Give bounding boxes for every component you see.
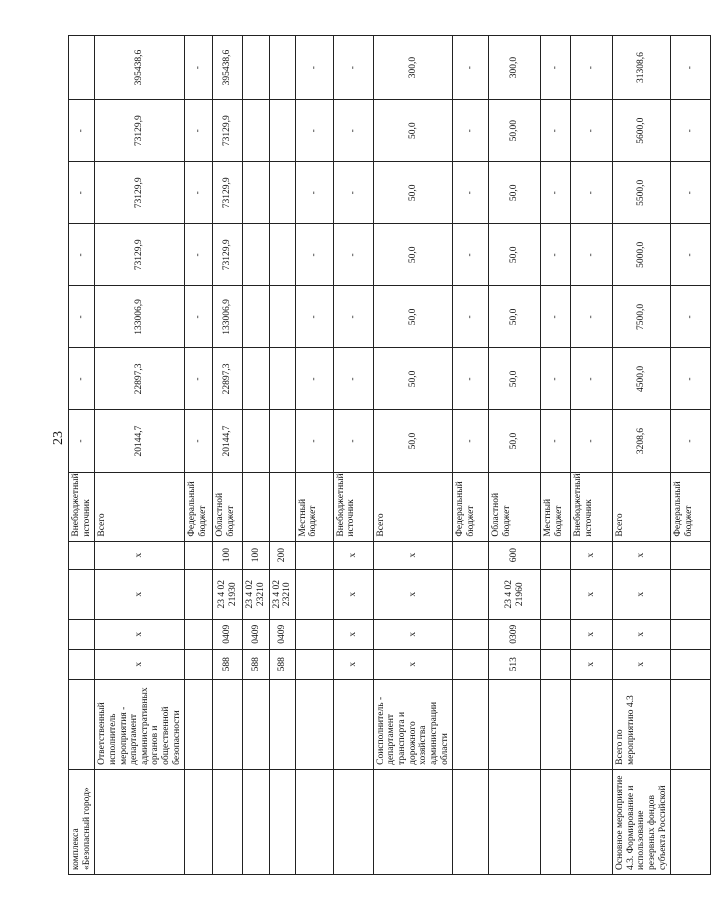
table-row (213, 36, 243, 875)
section-code-cell (541, 619, 571, 649)
expense-type-cell: x (333, 541, 373, 569)
value-cell: - (295, 36, 333, 100)
executor-cell (453, 679, 489, 769)
value-cell: - (541, 286, 571, 348)
value-cell (269, 348, 295, 410)
value-cell: - (671, 36, 711, 100)
executor-cell (69, 679, 95, 769)
value-cell: 20144,7 (95, 410, 185, 472)
expense-type-cell: x (571, 541, 613, 569)
value-cell (69, 36, 95, 100)
expense-type-cell (453, 541, 489, 569)
value-cell: 5500,0 (613, 162, 671, 224)
value-cell: - (671, 162, 711, 224)
value-cell: 73129,9 (213, 100, 243, 162)
expense-type-cell: 600 (489, 541, 541, 569)
value-cell: - (185, 36, 213, 100)
value-cell: 50,0 (489, 286, 541, 348)
funding-source-cell: Всего (613, 472, 671, 541)
value-cell: 50,0 (373, 348, 452, 410)
value-cell: - (185, 224, 213, 286)
value-cell: - (541, 100, 571, 162)
value-cell: - (295, 162, 333, 224)
value-cell: 395438,6 (213, 36, 243, 100)
event-name-cell (671, 769, 711, 874)
table-row (243, 36, 269, 875)
value-cell (269, 286, 295, 348)
event-name-cell (571, 769, 613, 874)
table-row (453, 36, 489, 875)
target-article-cell: x (333, 569, 373, 619)
value-cell: 395438,6 (95, 36, 185, 100)
value-cell (243, 224, 269, 286)
event-name-cell (453, 769, 489, 874)
value-cell: - (453, 286, 489, 348)
event-name-cell: Основное мероприятие 4.3. Формирование и использование резервных фондов субъекта Российской (613, 769, 671, 874)
funding-source-cell: Внебюджетный источник (69, 472, 95, 541)
section-code-cell (671, 619, 711, 649)
grbs-code-cell (69, 649, 95, 679)
grbs-code-cell (185, 649, 213, 679)
value-cell: - (571, 36, 613, 100)
expense-type-cell (671, 541, 711, 569)
section-code-cell: 0409 (243, 619, 269, 649)
target-article-cell: 23 4 02 21930 (213, 569, 243, 619)
value-cell: - (571, 410, 613, 472)
funding-source-cell: Внебюджетный источник (571, 472, 613, 541)
event-name-cell (295, 769, 333, 874)
grbs-code-cell: 588 (243, 649, 269, 679)
section-code-cell: 0409 (213, 619, 243, 649)
grbs-code-cell: x (571, 649, 613, 679)
value-cell: 133006,9 (95, 286, 185, 348)
funding-source-cell: Всего (95, 472, 185, 541)
value-cell: 300,0 (489, 36, 541, 100)
value-cell: - (69, 100, 95, 162)
funding-source-cell: Областной бюджет (489, 472, 541, 541)
value-cell: 20144,7 (213, 410, 243, 472)
value-cell: - (571, 100, 613, 162)
value-cell: 7500,0 (613, 286, 671, 348)
value-cell: - (333, 224, 373, 286)
value-cell (243, 36, 269, 100)
value-cell: 5000,0 (613, 224, 671, 286)
value-cell: - (333, 410, 373, 472)
funding-source-cell: Областной бюджет (213, 472, 243, 541)
value-cell: - (541, 410, 571, 472)
funding-source-cell: Внебюджетный источник (333, 472, 373, 541)
value-cell: - (453, 162, 489, 224)
value-cell: - (453, 36, 489, 100)
table-row (185, 36, 213, 875)
value-cell: 50,0 (489, 348, 541, 410)
value-cell (243, 410, 269, 472)
executor-cell: Всего по мероприятию 4.3 (613, 679, 671, 769)
executor-cell (269, 679, 295, 769)
value-cell: - (333, 100, 373, 162)
grbs-code-cell (295, 649, 333, 679)
funding-source-cell: Всего (373, 472, 452, 541)
executor-cell: Соисполнитель - департамент транспорта и дорожного хозяйства администрации области (373, 679, 452, 769)
value-cell: - (541, 162, 571, 224)
executor-cell: Ответственный исполнитель мероприятия - департамент административных органов и общественной безопасности (95, 679, 185, 769)
target-article-cell: 23 4 02 21960 (489, 569, 541, 619)
value-cell: - (295, 100, 333, 162)
expense-type-cell: x (95, 541, 185, 569)
executor-cell (489, 679, 541, 769)
value-cell: - (185, 100, 213, 162)
value-cell: 73129,9 (213, 162, 243, 224)
target-article-cell: 23 4 02 23210 (243, 569, 269, 619)
value-cell: - (295, 224, 333, 286)
value-cell (269, 162, 295, 224)
grbs-code-cell: 513 (489, 649, 541, 679)
value-cell: 50,00 (489, 100, 541, 162)
value-cell: 50,0 (373, 286, 452, 348)
value-cell: - (671, 100, 711, 162)
value-cell: - (453, 224, 489, 286)
target-article-cell: x (613, 569, 671, 619)
value-cell: 50,0 (373, 162, 452, 224)
value-cell: 5600,0 (613, 100, 671, 162)
expense-type-cell (541, 541, 571, 569)
expense-type-cell: x (613, 541, 671, 569)
value-cell: - (333, 286, 373, 348)
target-article-cell (295, 569, 333, 619)
value-cell: - (571, 224, 613, 286)
budget-table (68, 35, 711, 875)
value-cell (243, 100, 269, 162)
event-name-cell (541, 769, 571, 874)
grbs-code-cell: x (333, 649, 373, 679)
executor-cell (295, 679, 333, 769)
table-row (541, 36, 571, 875)
value-cell: 50,0 (373, 100, 452, 162)
value-cell: 50,0 (373, 410, 452, 472)
grbs-code-cell: x (373, 649, 452, 679)
funding-source-cell: Федеральный бюджет (671, 472, 711, 541)
target-article-cell: 23 4 02 23210 (269, 569, 295, 619)
value-cell: - (69, 348, 95, 410)
value-cell (243, 286, 269, 348)
table-row (295, 36, 333, 875)
funding-source-cell (243, 472, 269, 541)
executor-cell (541, 679, 571, 769)
grbs-code-cell (453, 649, 489, 679)
table-row (69, 36, 95, 875)
table-row (489, 36, 541, 875)
funding-source-cell (269, 472, 295, 541)
expense-type-cell: x (373, 541, 452, 569)
funding-source-cell: Федеральный бюджет (185, 472, 213, 541)
value-cell: - (295, 286, 333, 348)
value-cell: 73129,9 (95, 224, 185, 286)
target-article-cell (185, 569, 213, 619)
event-name-cell (185, 769, 213, 874)
target-article-cell: x (571, 569, 613, 619)
table-row (613, 36, 671, 875)
table-row (373, 36, 452, 875)
value-cell: - (541, 224, 571, 286)
event-name-cell (373, 769, 452, 874)
value-cell: - (453, 100, 489, 162)
value-cell: 50,0 (489, 162, 541, 224)
value-cell (269, 36, 295, 100)
value-cell: 31308,6 (613, 36, 671, 100)
value-cell: 50,0 (489, 410, 541, 472)
value-cell: 300,0 (373, 36, 452, 100)
expense-type-cell: 100 (213, 541, 243, 569)
value-cell (243, 348, 269, 410)
section-code-cell (295, 619, 333, 649)
section-code-cell: 0309 (489, 619, 541, 649)
expense-type-cell (185, 541, 213, 569)
funding-source-cell: Местный бюджет (295, 472, 333, 541)
value-cell: - (671, 224, 711, 286)
event-name-cell (269, 769, 295, 874)
target-article-cell (541, 569, 571, 619)
page-number: 23 (51, 431, 66, 445)
section-code-cell: x (571, 619, 613, 649)
event-name-cell (333, 769, 373, 874)
value-cell: 73129,9 (95, 162, 185, 224)
table-row (269, 36, 295, 875)
value-cell: - (295, 348, 333, 410)
section-code-cell (453, 619, 489, 649)
executor-cell (671, 679, 711, 769)
event-name-cell: комплекса «Безопасный город» (69, 769, 95, 874)
table-row (671, 36, 711, 875)
target-article-cell: x (95, 569, 185, 619)
event-name-cell (243, 769, 269, 874)
value-cell: 73129,9 (95, 100, 185, 162)
value-cell: - (541, 36, 571, 100)
table-row (333, 36, 373, 875)
value-cell: - (185, 410, 213, 472)
grbs-code-cell: x (95, 649, 185, 679)
executor-cell (333, 679, 373, 769)
target-article-cell (69, 569, 95, 619)
section-code-cell (69, 619, 95, 649)
value-cell: - (69, 286, 95, 348)
grbs-code-cell: x (613, 649, 671, 679)
section-code-cell (185, 619, 213, 649)
funding-source-cell: Местный бюджет (541, 472, 571, 541)
value-cell (269, 100, 295, 162)
event-name-cell (213, 769, 243, 874)
value-cell: 3208,6 (613, 410, 671, 472)
section-code-cell: x (373, 619, 452, 649)
value-cell: - (671, 348, 711, 410)
expense-type-cell: 100 (243, 541, 269, 569)
value-cell: 4500,0 (613, 348, 671, 410)
value-cell: - (453, 410, 489, 472)
event-name-cell (489, 769, 541, 874)
grbs-code-cell (671, 649, 711, 679)
section-code-cell: x (95, 619, 185, 649)
value-cell: - (333, 36, 373, 100)
executor-cell (571, 679, 613, 769)
value-cell: 73129,9 (213, 224, 243, 286)
value-cell: 22897,3 (95, 348, 185, 410)
table-body (69, 36, 711, 875)
grbs-code-cell: 588 (213, 649, 243, 679)
value-cell: - (295, 410, 333, 472)
value-cell (269, 410, 295, 472)
value-cell: - (185, 348, 213, 410)
section-code-cell: x (613, 619, 671, 649)
value-cell: - (571, 348, 613, 410)
section-code-cell: x (333, 619, 373, 649)
value-cell: - (69, 162, 95, 224)
expense-type-cell (69, 541, 95, 569)
value-cell: - (185, 286, 213, 348)
expense-type-cell (295, 541, 333, 569)
value-cell: 50,0 (373, 224, 452, 286)
value-cell: - (571, 286, 613, 348)
executor-cell (185, 679, 213, 769)
value-cell: - (185, 162, 213, 224)
table-row (95, 36, 185, 875)
value-cell: - (69, 224, 95, 286)
rotated-page (68, 35, 696, 875)
expense-type-cell: 200 (269, 541, 295, 569)
value-cell: - (671, 286, 711, 348)
table-row (571, 36, 613, 875)
value-cell: 50,0 (489, 224, 541, 286)
executor-cell (243, 679, 269, 769)
value-cell (269, 224, 295, 286)
section-code-cell: 0409 (269, 619, 295, 649)
value-cell (243, 162, 269, 224)
executor-cell (213, 679, 243, 769)
value-cell: - (571, 162, 613, 224)
value-cell: - (333, 348, 373, 410)
target-article-cell: x (373, 569, 452, 619)
value-cell: 22897,3 (213, 348, 243, 410)
grbs-code-cell: 588 (269, 649, 295, 679)
funding-source-cell: Федеральный бюджет (453, 472, 489, 541)
value-cell: - (671, 410, 711, 472)
grbs-code-cell (541, 649, 571, 679)
value-cell: - (453, 348, 489, 410)
value-cell: - (333, 162, 373, 224)
value-cell: 133006,9 (213, 286, 243, 348)
value-cell: - (69, 410, 95, 472)
target-article-cell (453, 569, 489, 619)
target-article-cell (671, 569, 711, 619)
value-cell: - (541, 348, 571, 410)
event-name-cell (95, 769, 185, 874)
